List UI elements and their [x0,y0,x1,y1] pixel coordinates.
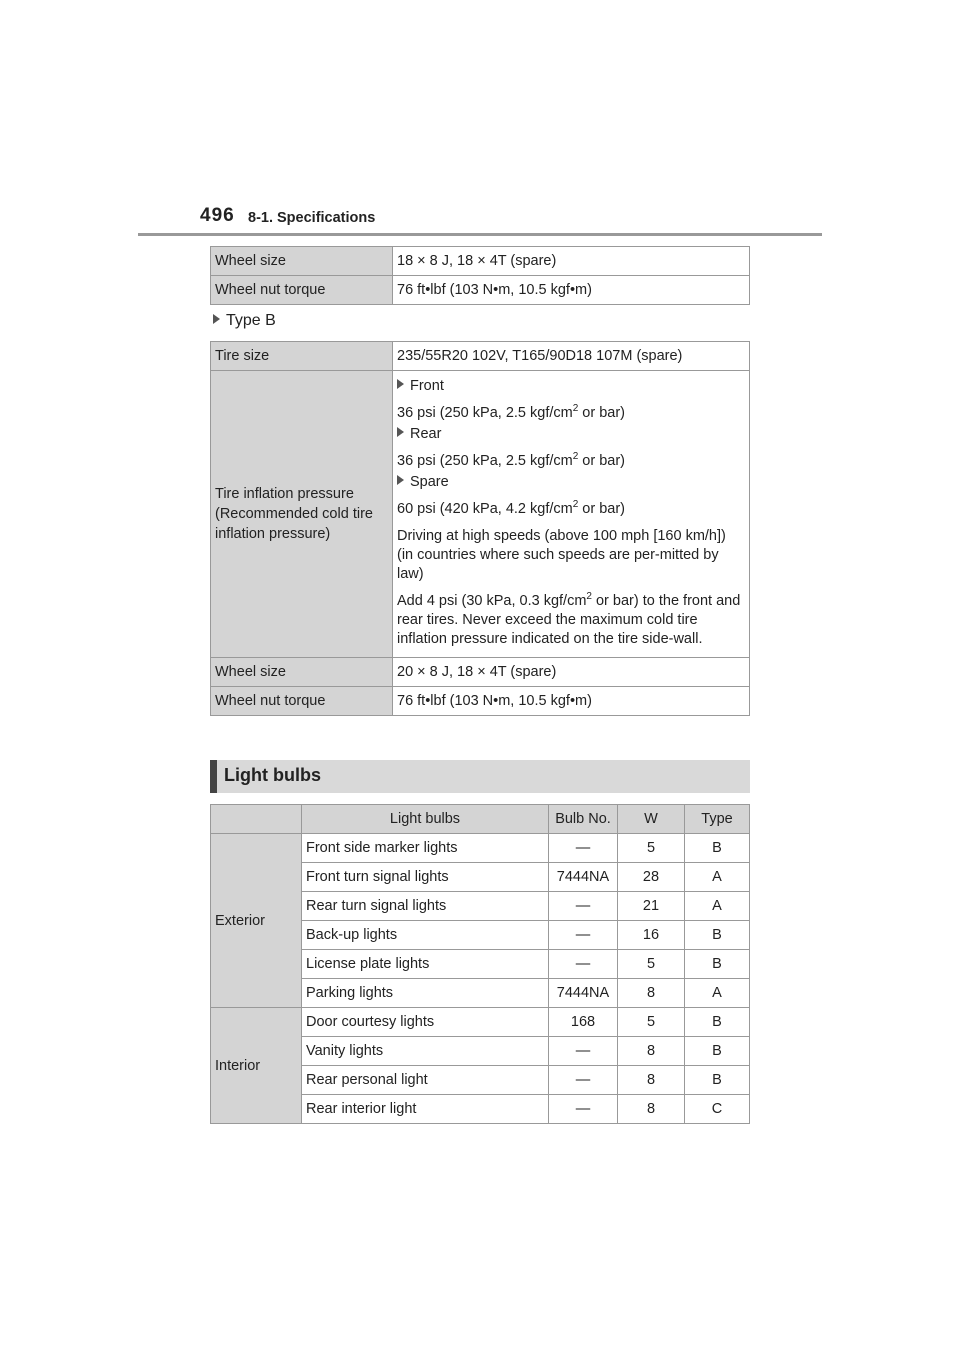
bulb-type: A [685,979,750,1008]
row-value: 20 × 8 J, 18 × 4T (spare) [393,658,750,687]
rear-pressure [397,452,745,471]
superscript: 2 [572,403,579,415]
header-empty-cell [211,805,302,834]
header-divider [138,233,822,236]
bulb-type: B [685,921,750,950]
table-row [211,342,750,371]
bulb-watts: 8 [618,979,685,1008]
arrow-right-icon [397,427,404,437]
table-row [211,834,750,863]
table-row [211,247,750,276]
superscript: 2 [586,591,592,603]
table-row [211,687,750,716]
front-label: Front [410,378,444,394]
table-row [211,276,750,305]
row-label: Wheel size [211,658,393,687]
row-value: 76 ft•lbf (103 N•m, 10.5 kgf•m) [393,276,750,305]
add-pressure-text-end: or bar) to the front and rear tires. Never exceed the maximum cold tire inflation pressure indicated on the tire side-wall. [397,593,741,647]
arrow-right-icon [397,379,404,389]
row-value: 235/55R20 102V, T165/90D18 107M (spare) [393,342,750,371]
light-bulbs-heading [210,760,750,793]
bulb-type: B [685,950,750,979]
table-row [211,371,750,658]
row-label: Wheel size [211,247,393,276]
superscript: 2 [572,451,579,463]
bulb-name: Door courtesy lights [302,1008,549,1037]
wheel-spec-table-top [210,246,750,305]
bulb-type: B [685,834,750,863]
bulb-watts: 8 [618,1095,685,1124]
unit-suffix: or bar) [578,453,626,469]
bulb-name: Back-up lights [302,921,549,950]
bulb-watts: 5 [618,950,685,979]
inflation-pressure-cell [393,371,750,658]
type-b-label: Type B [226,312,276,329]
heading-accent-bar [210,760,217,793]
bulb-watts: 8 [618,1066,685,1095]
column-header: Light bulbs [302,805,549,834]
bulb-number: — [549,921,618,950]
light-bulbs-table [210,804,750,1124]
bulb-type: C [685,1095,750,1124]
bulb-number: 7444NA [549,979,618,1008]
category-exterior: Exterior [211,834,302,1008]
bulb-name: Rear personal light [302,1066,549,1095]
table-header-row [211,805,750,834]
front-pressure [397,404,745,423]
arrow-right-icon [397,475,404,485]
bulb-number: — [549,1095,618,1124]
bulb-number: — [549,892,618,921]
rear-subheading [397,425,745,444]
add-pressure-text: Add 4 psi (30 kPa, 0.3 kgf/cm [397,593,587,609]
spare-pressure-text: 60 psi (420 kPa, 4.2 kgf/cm [397,501,573,517]
bulb-number: — [549,834,618,863]
bulb-name: Parking lights [302,979,549,1008]
column-header: Type [685,805,750,834]
light-bulbs-title: Light bulbs [224,765,321,785]
add-pressure-note [397,592,745,649]
bulb-number: 168 [549,1008,618,1037]
row-value: 76 ft•lbf (103 N•m, 10.5 kgf•m) [393,687,750,716]
section-title: 8-1. Specifications [248,210,376,226]
type-b-spec-table [210,341,750,716]
rear-pressure-text: 36 psi (250 kPa, 2.5 kgf/cm [397,453,573,469]
row-value: 18 × 8 J, 18 × 4T (spare) [393,247,750,276]
spare-label: Spare [410,474,449,490]
bulb-watts: 21 [618,892,685,921]
bulb-type: A [685,892,750,921]
bulb-name: Rear turn signal lights [302,892,549,921]
page-number: 496 [200,205,235,226]
row-label: Wheel nut torque [211,687,393,716]
bulb-number: — [549,1066,618,1095]
bulb-name: Front side marker lights [302,834,549,863]
bulb-number: — [549,1037,618,1066]
front-subheading [397,377,745,396]
bulb-watts: 16 [618,921,685,950]
table-row [211,1008,750,1037]
front-pressure-text: 36 psi (250 kPa, 2.5 kgf/cm [397,405,573,421]
bulb-watts: 5 [618,834,685,863]
bulb-name: License plate lights [302,950,549,979]
type-b-subheading [213,312,276,330]
category-interior: Interior [211,1008,302,1124]
unit-suffix: or bar) [578,405,626,421]
bulb-type: A [685,863,750,892]
table-row [211,658,750,687]
bulb-type: B [685,1037,750,1066]
bulb-watts: 5 [618,1008,685,1037]
bulb-name: Vanity lights [302,1037,549,1066]
bulb-watts: 28 [618,863,685,892]
column-header: Bulb No. [549,805,618,834]
high-speed-note: Driving at high speeds (above 100 mph [160 km/h]) (in countries where such speeds are per-mitted by law) [397,528,726,582]
spare-subheading [397,473,745,492]
row-label: Tire inflation pressure (Recommended cold tire inflation pressure) [211,371,393,658]
bulb-type: B [685,1066,750,1095]
bulb-name: Rear interior light [302,1095,549,1124]
unit-suffix: or bar) [578,501,626,517]
column-header: W [618,805,685,834]
bulb-name: Front turn signal lights [302,863,549,892]
bulb-number: 7444NA [549,863,618,892]
superscript: 2 [572,499,579,511]
rear-label: Rear [410,426,442,442]
spare-pressure [397,500,745,519]
bulb-watts: 8 [618,1037,685,1066]
row-label: Tire size [211,342,393,371]
arrow-right-icon [213,314,220,324]
bulb-type: B [685,1008,750,1037]
bulb-number: — [549,950,618,979]
row-label: Wheel nut torque [211,276,393,305]
